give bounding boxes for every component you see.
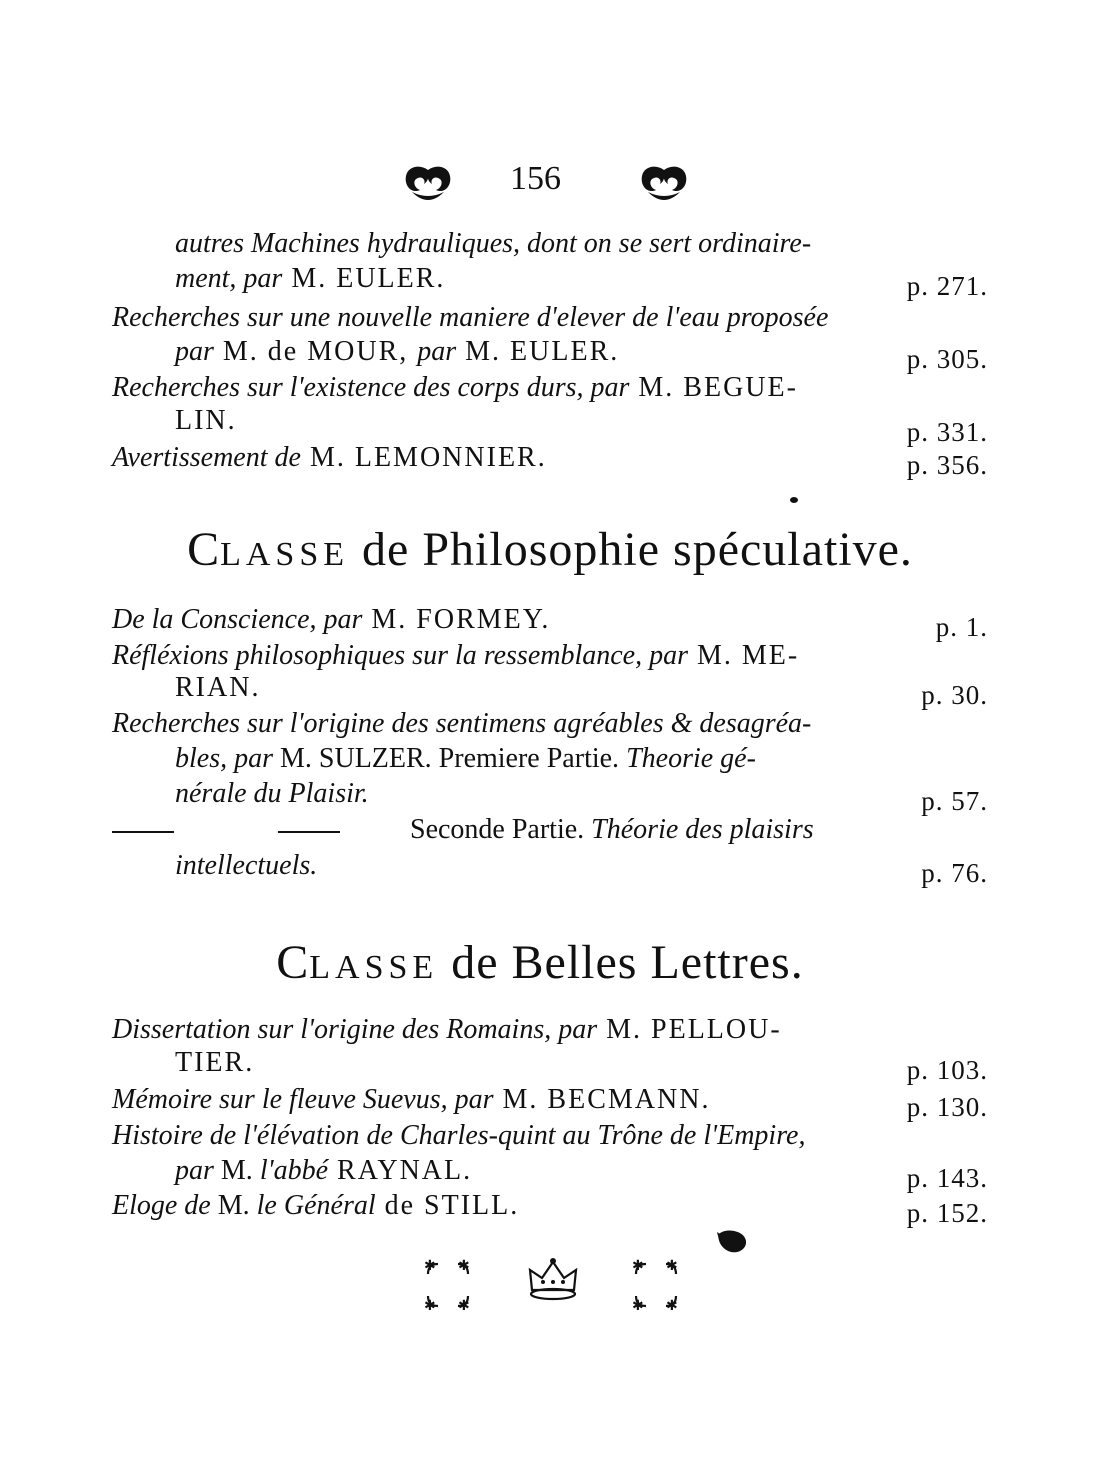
page-ref: p. 103. <box>906 1055 988 1085</box>
toc-line: Recherches sur l'existence des corps durs, par M. BEGUE- <box>112 372 798 403</box>
toc-line: nérale du Plaisir. p. 57. <box>175 778 988 816</box>
svg-text:✱: ✱ <box>458 1258 470 1274</box>
toc-line: De la Conscience, par M. FORMEY. p. 1. <box>112 604 988 642</box>
toc-line: Recherches sur une nouvelle maniere d'elever de l'eau proposée <box>112 302 829 333</box>
svg-text:✱: ✱ <box>666 1258 678 1274</box>
page-ref: p. 143. <box>906 1163 988 1193</box>
section-heading: CLASSE de Philosophie spéculative. <box>187 523 913 576</box>
ditto-rule <box>112 831 174 833</box>
toc-line: Histoire de l'élévation de Charles-quint au Trône de l'Empire, <box>112 1120 806 1151</box>
toc-line: ment, par M. EULER. p. 271. <box>175 263 988 301</box>
page-number: 156 <box>510 160 561 197</box>
ditto-rule <box>278 831 340 833</box>
tailpiece <box>0 1258 1100 1318</box>
svg-text:✱: ✱ <box>632 1258 644 1274</box>
page-ref: p. 331. <box>906 417 988 447</box>
page-ref: p. 130. <box>906 1092 988 1122</box>
svg-text:✱: ✱ <box>666 1298 678 1314</box>
head-ornament-left-icon <box>402 164 454 204</box>
toc-line: Recherches sur l'origine des sentimens agréables & desagréa- <box>112 708 812 739</box>
svg-text:✱: ✱ <box>458 1298 470 1314</box>
toc-line: Eloge de M. le Général de STILL. p. 152. <box>112 1190 988 1228</box>
page-ref: p. 76. <box>921 858 988 888</box>
page-ref: p. 57. <box>921 786 988 816</box>
star-cross-ornament-icon <box>422 1258 474 1314</box>
toc-line: par M. l'abbé RAYNAL. p. 143. <box>175 1155 988 1193</box>
toc-line: autres Machines hydrauliques, dont on se sert ordinaire- <box>175 228 812 259</box>
toc-line: Seconde Partie. Théorie des plaisirs <box>0 814 1100 854</box>
ink-dot <box>790 497 798 503</box>
page-ref: p. 1. <box>935 612 988 642</box>
crown-icon <box>526 1256 580 1304</box>
page-ref: p. 152. <box>906 1198 988 1228</box>
toc-line: par M. de MOUR, par M. EULER. p. 305. <box>175 336 988 374</box>
toc-line: RIAN. p. 30. <box>175 672 988 710</box>
svg-text:✱: ✱ <box>424 1298 436 1314</box>
fleuron-icon <box>715 1228 751 1256</box>
page-ref: p. 356. <box>906 450 988 480</box>
star-cross-ornament-icon <box>630 1258 682 1314</box>
toc-line: Avertissement de M. LEMONNIER. p. 356. <box>112 442 988 480</box>
toc-line: Réfléxions philosophiques sur la ressemblance, par M. ME- <box>112 640 800 671</box>
toc-line: intellectuels. p. 76. <box>175 850 988 888</box>
toc-line: Dissertation sur l'origine des Romains, par M. PELLOU- <box>112 1014 782 1045</box>
page-ref: p. 271. <box>906 271 988 301</box>
toc-line: Mémoire sur le fleuve Suevus, par M. BECMANN. p. 130. <box>112 1084 988 1122</box>
section-heading: CLASSE de Belles Lettres. <box>276 936 804 989</box>
page-ref: p. 305. <box>906 344 988 374</box>
svg-text:✱: ✱ <box>424 1258 436 1274</box>
toc-line: bles, par M. SULZER. Premiere Partie. Theorie gé- <box>175 743 756 774</box>
head-ornament-right-icon <box>638 164 690 204</box>
page-ref: p. 30. <box>921 680 988 710</box>
toc-line: TIER. p. 103. <box>175 1047 988 1085</box>
svg-text:✱: ✱ <box>632 1298 644 1314</box>
running-head <box>0 160 1100 210</box>
toc-line: LIN. p. 331. <box>175 405 988 447</box>
